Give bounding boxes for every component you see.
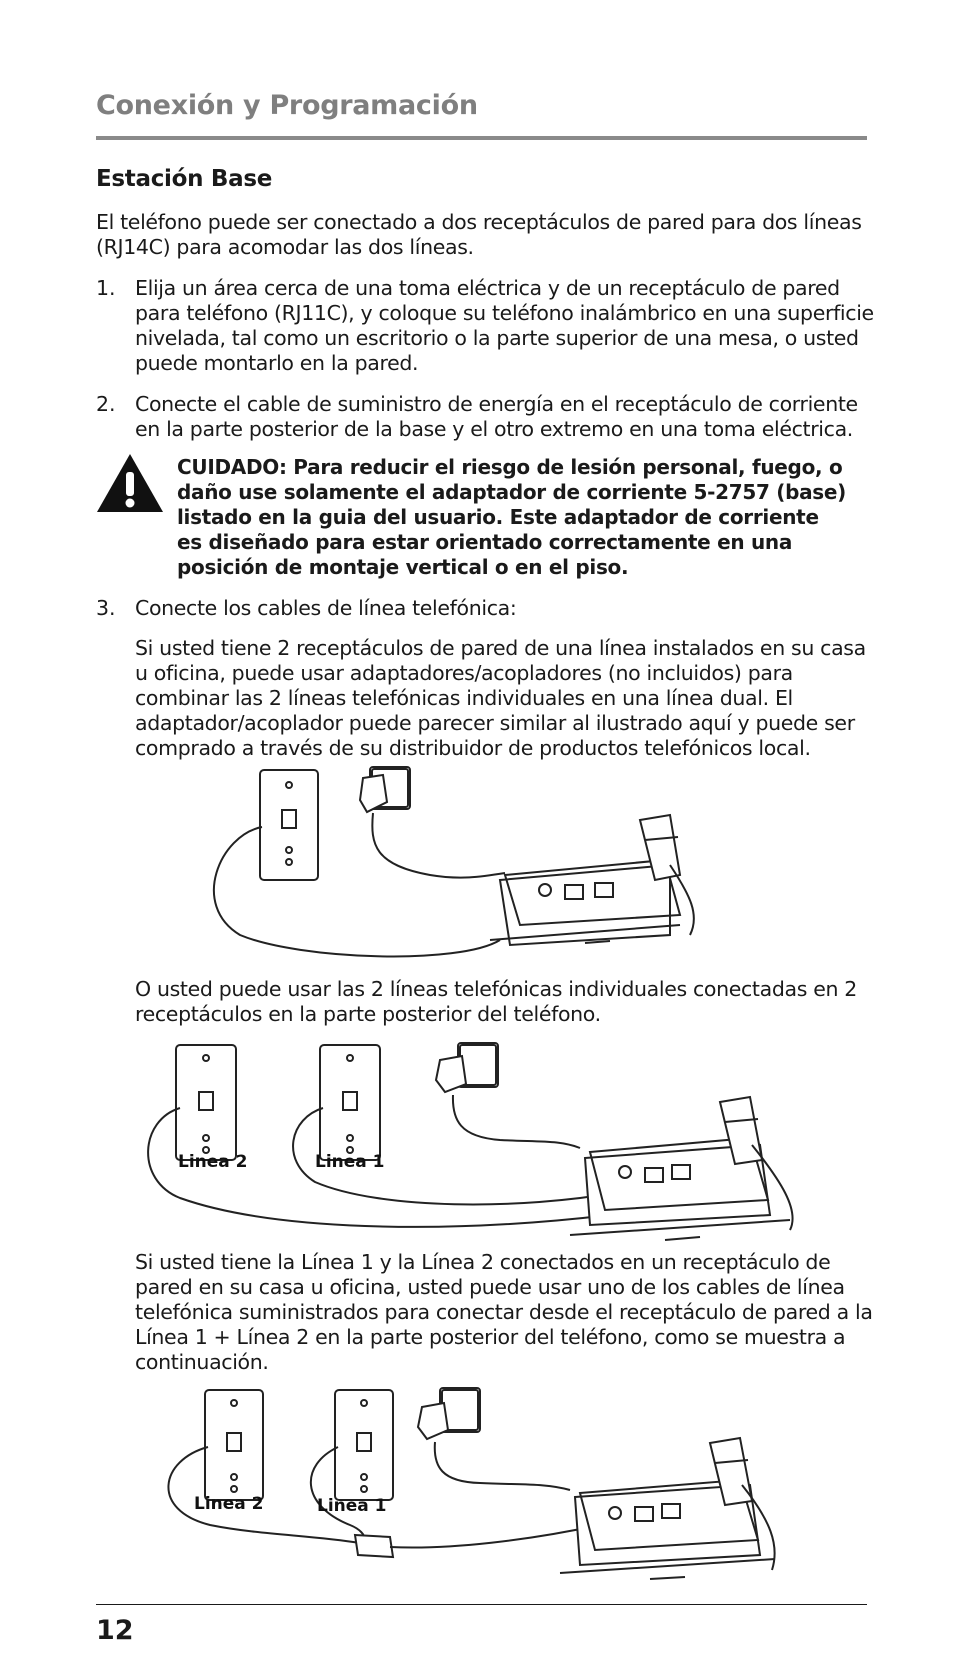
step-3-text: Conecte los cables de línea telefónica: [135,596,517,620]
step-3-paragraph-adapter: Si usted tiene 2 receptáculos de pared de una línea instalados en su casa u oficina, puede usar adaptadores/acopladores (no incluidos) para combinar las 2 líneas telefónicas individuales en una línea dual. El adaptador/acoplador puede parecer similar al ilustrado aquí y puede ser comprado a través de su distribuidor de productos telefónicos local. [135,636,866,760]
footer-rule [96,1604,867,1605]
fig2-label-linea-2: Linea 2 [178,1152,248,1172]
section-title: Conexión y Programación [96,90,478,121]
intro-paragraph: El teléfono puede ser conectado a dos receptáculos de pared para dos líneas (RJ14C) para acomodar las dos líneas. [96,210,862,259]
figure-splitter-connection [150,1385,790,1585]
step-2-text: Conecte el cable de suministro de energía en el receptáculo de corriente en la parte posterior de la base y el otro extremo en una toma eléctrica. [135,392,858,441]
figure-adapter-connection [200,765,760,965]
step-1-text: Elija un área cerca de una toma eléctrica y de un receptáculo de pared para teléfono (RJ11C), y coloque su teléfono inalámbrico en una superficie nivelada, tal como un escritorio o la parte superior de una mesa, o usted puede montarlo en la pared. [135,276,874,375]
header-rule [96,136,867,140]
warning-icon [95,452,165,514]
step-3-paragraph-two-lines: O usted puede usar las 2 líneas telefónicas individuales conectadas en 2 receptáculos en la parte posterior del teléfono. [135,977,857,1026]
fig2-label-linea-1: Linea 1 [315,1152,385,1172]
figure-two-jacks-connection [140,1040,820,1245]
page-number: 12 [96,1615,134,1646]
caution-text: CUIDADO: Para reducir el riesgo de lesión personal, fuego, o daño use solamente el adaptador de corriente 5-2757 (base) listado en la guia del usuario. Este adaptador de corriente es diseñado para estar orientado correctamente en una posición de montaje vertical o en el piso. [177,455,847,579]
subheading: Estación Base [96,166,273,192]
step-1-number: 1. [96,276,116,300]
fig3-label-linea-1: Linea 1 [317,1496,387,1516]
step-2-number: 2. [96,392,116,416]
fig3-label-linea-2: Linea 2 [194,1494,264,1514]
step-3-number: 3. [96,596,116,620]
step-3-paragraph-single-jack: Si usted tiene la Línea 1 y la Línea 2 conectados en un receptáculo de pared en su casa u oficina, usted puede usar uno de los cables de línea telefónica suministrados para conectar desde el receptáculo de pared a la Línea 1 + Línea 2 en la parte posterior del teléfono, como se muestra a continuación. [135,1250,873,1374]
